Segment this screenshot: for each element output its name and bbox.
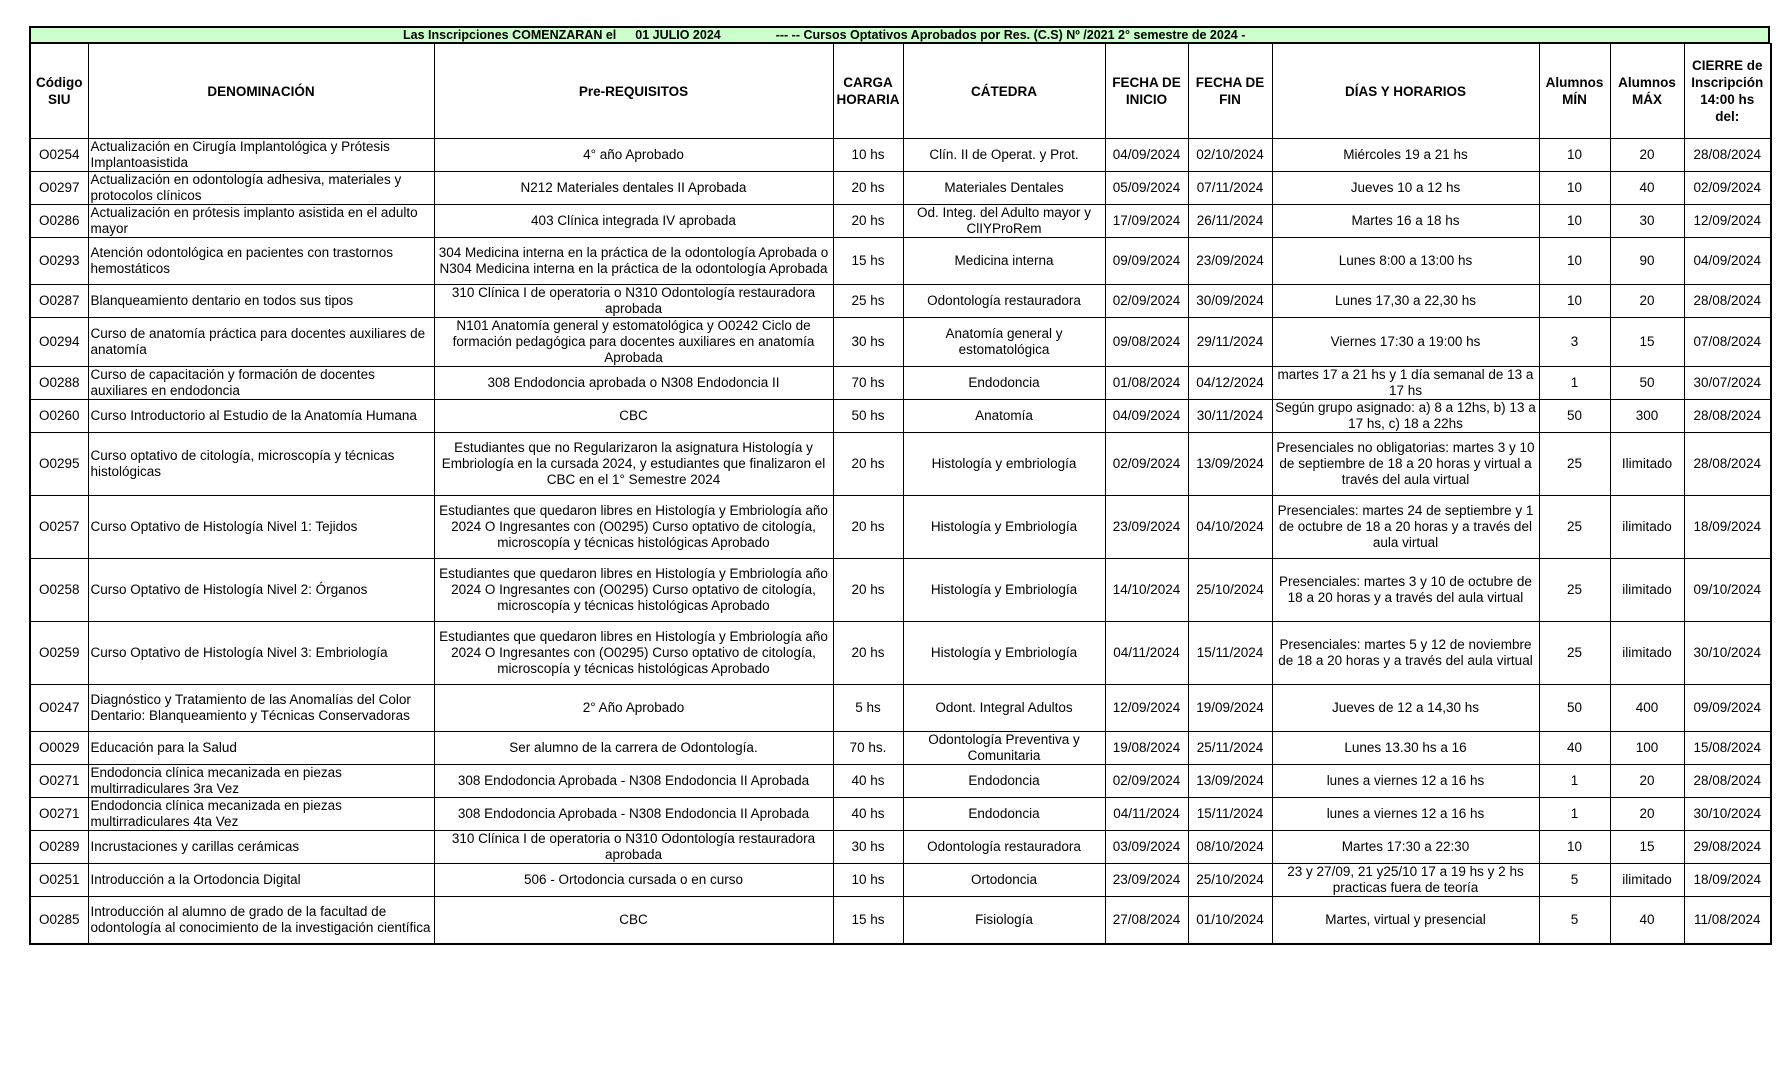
- courses-table: [29, 43, 1772, 945]
- cell-catedra: Materiales Dentales: [903, 172, 1105, 205]
- cell-max: 20: [1610, 798, 1684, 831]
- cell-max: 40: [1610, 897, 1684, 944]
- cell-prerequisitos: 308 Endodoncia aprobada o N308 Endodoncia II: [434, 367, 833, 400]
- table-row: [30, 367, 1771, 400]
- column-header-fin: FECHA DE FIN: [1188, 44, 1272, 139]
- cell-inicio: 27/08/2024: [1105, 897, 1188, 944]
- cell-min: 10: [1539, 139, 1610, 172]
- cell-carga: 10 hs: [833, 864, 903, 897]
- cell-horarios: Lunes 8:00 a 13:00 hs: [1272, 238, 1539, 285]
- cell-horarios: Lunes 13.30 hs a 16: [1272, 732, 1539, 765]
- cell-max: 15: [1610, 318, 1684, 367]
- cell-codigo: O0260: [30, 400, 88, 433]
- cell-carga: 20 hs: [833, 172, 903, 205]
- cell-catedra: Fisiología: [903, 897, 1105, 944]
- cell-inicio: 09/08/2024: [1105, 318, 1188, 367]
- cell-denominacion: Incrustaciones y carillas cerámicas: [88, 831, 434, 864]
- cell-catedra: Medicina interna: [903, 238, 1105, 285]
- cell-carga: 10 hs: [833, 139, 903, 172]
- cell-cierre: 28/08/2024: [1684, 433, 1771, 496]
- cell-codigo: O0271: [30, 765, 88, 798]
- cell-fin: 08/10/2024: [1188, 831, 1272, 864]
- cell-horarios: Según grupo asignado: a) 8 a 12hs, b) 13 a 17 hs, c) 18 a 22hs: [1272, 400, 1539, 433]
- cell-fin: 25/10/2024: [1188, 559, 1272, 622]
- cell-cierre: 02/09/2024: [1684, 172, 1771, 205]
- cell-max: 20: [1610, 139, 1684, 172]
- cell-min: 40: [1539, 732, 1610, 765]
- cell-min: 25: [1539, 622, 1610, 685]
- table-row: [30, 285, 1771, 318]
- cell-codigo: O0294: [30, 318, 88, 367]
- cell-cierre: 04/09/2024: [1684, 238, 1771, 285]
- table-row: [30, 205, 1771, 238]
- cell-codigo: O0286: [30, 205, 88, 238]
- cell-denominacion: Curso de anatomía práctica para docentes auxiliares de anatomía: [88, 318, 434, 367]
- column-header-inicio: FECHA DE INICIO: [1105, 44, 1188, 139]
- cell-min: 1: [1539, 367, 1610, 400]
- cell-prerequisitos: Ser alumno de la carrera de Odontología.: [434, 732, 833, 765]
- cell-fin: 19/09/2024: [1188, 685, 1272, 732]
- cell-catedra: Odont. Integral Adultos: [903, 685, 1105, 732]
- cell-horarios: Viernes 17:30 a 19:00 hs: [1272, 318, 1539, 367]
- column-header-horarios: DÍAS Y HORARIOS: [1272, 44, 1539, 139]
- enrollment-banner: [29, 26, 1770, 43]
- cell-fin: 26/11/2024: [1188, 205, 1272, 238]
- cell-inicio: 02/09/2024: [1105, 285, 1188, 318]
- cell-codigo: O0258: [30, 559, 88, 622]
- cell-denominacion: Educación para la Salud: [88, 732, 434, 765]
- cell-fin: 30/09/2024: [1188, 285, 1272, 318]
- cell-prerequisitos: Estudiantes que no Regularizaron la asignatura Histología y Embriología en la cursada 2024, y estudiantes que finalizaron el CBC en el 1° Semestre 2024: [434, 433, 833, 496]
- cell-codigo: O0259: [30, 622, 88, 685]
- cell-inicio: 04/09/2024: [1105, 400, 1188, 433]
- banner-resolution-text: --- -- Cursos Optativos Aprobados por Res. (C.S) Nº /2021 2° semestre de 2024 -: [775, 28, 1246, 42]
- cell-denominacion: Curso de capacitación y formación de docentes auxiliares en endodoncia: [88, 367, 434, 400]
- cell-prerequisitos: N101 Anatomía general y estomatológica y O0242 Ciclo de formación pedagógica para docentes auxiliares en anatomía Aprobada: [434, 318, 833, 367]
- cell-horarios: Lunes 17,30 a 22,30 hs: [1272, 285, 1539, 318]
- cell-inicio: 19/08/2024: [1105, 732, 1188, 765]
- cell-max: ilimitado: [1610, 496, 1684, 559]
- cell-min: 50: [1539, 400, 1610, 433]
- table-row: [30, 172, 1771, 205]
- cell-inicio: 17/09/2024: [1105, 205, 1188, 238]
- cell-cierre: 30/10/2024: [1684, 798, 1771, 831]
- table-row: [30, 732, 1771, 765]
- cell-denominacion: Diagnóstico y Tratamiento de las Anomalías del Color Dentario: Blanqueamiento y Técnicas Conservadoras: [88, 685, 434, 732]
- cell-carga: 20 hs: [833, 496, 903, 559]
- cell-cierre: 11/08/2024: [1684, 897, 1771, 944]
- column-header-carga: CARGA HORARIA: [833, 44, 903, 139]
- cell-prerequisitos: Estudiantes que quedaron libres en Histología y Embriología año 2024 O Ingresantes con (O0295) Curso optativo de citología, microscopía y técnicas histológicas Aprobado: [434, 496, 833, 559]
- cell-denominacion: Actualización en Cirugía Implantológica y Prótesis Implantoasistida: [88, 139, 434, 172]
- cell-max: 40: [1610, 172, 1684, 205]
- cell-carga: 20 hs: [833, 205, 903, 238]
- cell-horarios: Presenciales: martes 5 y 12 de noviembre de 18 a 20 horas y a través del aula virtual: [1272, 622, 1539, 685]
- cell-catedra: Endodoncia: [903, 367, 1105, 400]
- table-row: [30, 238, 1771, 285]
- cell-horarios: 23 y 27/09, 21 y25/10 17 a 19 hs y 2 hs practicas fuera de teoría: [1272, 864, 1539, 897]
- cell-codigo: O0285: [30, 897, 88, 944]
- table-row: [30, 897, 1771, 944]
- cell-carga: 40 hs: [833, 765, 903, 798]
- cell-inicio: 02/09/2024: [1105, 765, 1188, 798]
- cell-inicio: 09/09/2024: [1105, 238, 1188, 285]
- cell-fin: 15/11/2024: [1188, 622, 1272, 685]
- cell-cierre: 28/08/2024: [1684, 400, 1771, 433]
- cell-horarios: lunes a viernes 12 a 16 hs: [1272, 765, 1539, 798]
- cell-cierre: 28/08/2024: [1684, 285, 1771, 318]
- cell-inicio: 03/09/2024: [1105, 831, 1188, 864]
- cell-prerequisitos: 2° Año Aprobado: [434, 685, 833, 732]
- cell-prerequisitos: Estudiantes que quedaron libres en Histología y Embriología año 2024 O Ingresantes con (O0295) Curso optativo de citología, microscopía y técnicas histológicas Aprobado: [434, 559, 833, 622]
- cell-inicio: 04/11/2024: [1105, 622, 1188, 685]
- cell-max: Ilimitado: [1610, 433, 1684, 496]
- cell-min: 10: [1539, 831, 1610, 864]
- column-header-prerequisitos: Pre-REQUISITOS: [434, 44, 833, 139]
- cell-inicio: 02/09/2024: [1105, 433, 1188, 496]
- cell-horarios: Presenciales no obligatorias: martes 3 y 10 de septiembre de 18 a 20 horas y virtual a través del aula virtual: [1272, 433, 1539, 496]
- cell-horarios: Jueves 10 a 12 hs: [1272, 172, 1539, 205]
- column-header-min: Alumnos MÍN: [1539, 44, 1610, 139]
- cell-codigo: O0257: [30, 496, 88, 559]
- cell-inicio: 05/09/2024: [1105, 172, 1188, 205]
- cell-carga: 15 hs: [833, 897, 903, 944]
- cell-catedra: Odontología Preventiva y Comunitaria: [903, 732, 1105, 765]
- cell-fin: 07/11/2024: [1188, 172, 1272, 205]
- cell-fin: 25/11/2024: [1188, 732, 1272, 765]
- cell-codigo: O0288: [30, 367, 88, 400]
- cell-denominacion: Introducción al alumno de grado de la facultad de odontología al conocimiento de la investigación científica: [88, 897, 434, 944]
- cell-fin: 13/09/2024: [1188, 433, 1272, 496]
- table-row: [30, 318, 1771, 367]
- cell-denominacion: Actualización en prótesis implanto asistida en el adulto mayor: [88, 205, 434, 238]
- cell-inicio: 04/09/2024: [1105, 139, 1188, 172]
- cell-max: 50: [1610, 367, 1684, 400]
- cell-min: 3: [1539, 318, 1610, 367]
- cell-catedra: Ortodoncia: [903, 864, 1105, 897]
- table-row: [30, 798, 1771, 831]
- cell-carga: 30 hs: [833, 318, 903, 367]
- cell-fin: 29/11/2024: [1188, 318, 1272, 367]
- cell-inicio: 23/09/2024: [1105, 496, 1188, 559]
- cell-catedra: Histología y embriología: [903, 433, 1105, 496]
- cell-denominacion: Endodoncia clínica mecanizada en piezas multirradiculares 4ta Vez: [88, 798, 434, 831]
- cell-denominacion: Introducción a la Ortodoncia Digital: [88, 864, 434, 897]
- cell-carga: 25 hs: [833, 285, 903, 318]
- cell-min: 25: [1539, 496, 1610, 559]
- cell-carga: 5 hs: [833, 685, 903, 732]
- cell-cierre: 09/09/2024: [1684, 685, 1771, 732]
- table-row: [30, 765, 1771, 798]
- cell-carga: 70 hs.: [833, 732, 903, 765]
- cell-catedra: Histología y Embriología: [903, 622, 1105, 685]
- cell-prerequisitos: 4° año Aprobado: [434, 139, 833, 172]
- cell-carga: 50 hs: [833, 400, 903, 433]
- cell-catedra: Odontología restauradora: [903, 285, 1105, 318]
- cell-fin: 01/10/2024: [1188, 897, 1272, 944]
- cell-denominacion: Curso Introductorio al Estudio de la Anatomía Humana: [88, 400, 434, 433]
- cell-catedra: Endodoncia: [903, 798, 1105, 831]
- cell-fin: 23/09/2024: [1188, 238, 1272, 285]
- cell-prerequisitos: 310 Clínica I de operatoria o N310 Odontología restauradora aprobada: [434, 831, 833, 864]
- cell-carga: 15 hs: [833, 238, 903, 285]
- table-row: [30, 831, 1771, 864]
- cell-catedra: Endodoncia: [903, 765, 1105, 798]
- cell-min: 10: [1539, 285, 1610, 318]
- cell-horarios: Presenciales: martes 3 y 10 de octubre de 18 a 20 horas y a través del aula virtual: [1272, 559, 1539, 622]
- cell-cierre: 12/09/2024: [1684, 205, 1771, 238]
- cell-fin: 04/12/2024: [1188, 367, 1272, 400]
- cell-horarios: Martes 16 a 18 hs: [1272, 205, 1539, 238]
- cell-catedra: Histología y Embriología: [903, 496, 1105, 559]
- table-row: [30, 433, 1771, 496]
- cell-codigo: O0289: [30, 831, 88, 864]
- cell-horarios: Miércoles 19 a 21 hs: [1272, 139, 1539, 172]
- cell-max: 400: [1610, 685, 1684, 732]
- cell-carga: 70 hs: [833, 367, 903, 400]
- cell-min: 5: [1539, 897, 1610, 944]
- cell-prerequisitos: 506 - Ortodoncia cursada o en curso: [434, 864, 833, 897]
- cell-catedra: Histología y Embriología: [903, 559, 1105, 622]
- cell-codigo: O0287: [30, 285, 88, 318]
- cell-denominacion: Curso Optativo de Histología Nivel 3: Embriología: [88, 622, 434, 685]
- cell-inicio: 01/08/2024: [1105, 367, 1188, 400]
- cell-fin: 13/09/2024: [1188, 765, 1272, 798]
- cell-max: 90: [1610, 238, 1684, 285]
- column-header-max: Alumnos MÁX: [1610, 44, 1684, 139]
- cell-denominacion: Blanqueamiento dentario en todos sus tipos: [88, 285, 434, 318]
- cell-horarios: Jueves de 12 a 14,30 hs: [1272, 685, 1539, 732]
- cell-horarios: Martes, virtual y presencial: [1272, 897, 1539, 944]
- cell-max: 100: [1610, 732, 1684, 765]
- cell-catedra: Od. Integ. del Adulto mayor y ClIYProRem: [903, 205, 1105, 238]
- cell-cierre: 30/07/2024: [1684, 367, 1771, 400]
- cell-codigo: O0254: [30, 139, 88, 172]
- cell-denominacion: Atención odontológica en pacientes con trastornos hemostáticos: [88, 238, 434, 285]
- cell-denominacion: Curso optativo de citología, microscopía y técnicas histológicas: [88, 433, 434, 496]
- cell-min: 25: [1539, 433, 1610, 496]
- cell-denominacion: Actualización en odontología adhesiva, materiales y protocolos clínicos: [88, 172, 434, 205]
- cell-min: 5: [1539, 864, 1610, 897]
- cell-carga: 40 hs: [833, 798, 903, 831]
- table-row: [30, 400, 1771, 433]
- cell-carga: 30 hs: [833, 831, 903, 864]
- cell-prerequisitos: 308 Endodoncia Aprobada - N308 Endodoncia II Aprobada: [434, 765, 833, 798]
- cell-inicio: 23/09/2024: [1105, 864, 1188, 897]
- cell-cierre: 18/09/2024: [1684, 496, 1771, 559]
- cell-prerequisitos: 308 Endodoncia Aprobada - N308 Endodoncia II Aprobada: [434, 798, 833, 831]
- cell-denominacion: Curso Optativo de Histología Nivel 1: Tejidos: [88, 496, 434, 559]
- cell-cierre: 09/10/2024: [1684, 559, 1771, 622]
- cell-catedra: Anatomía: [903, 400, 1105, 433]
- cell-prerequisitos: 304 Medicina interna en la práctica de la odontología Aprobada o N304 Medicina interna en la práctica de la odontología Aprobada: [434, 238, 833, 285]
- cell-max: 15: [1610, 831, 1684, 864]
- cell-min: 1: [1539, 765, 1610, 798]
- cell-codigo: O0247: [30, 685, 88, 732]
- cell-horarios: Martes 17:30 a 22:30: [1272, 831, 1539, 864]
- table-header-row: [30, 44, 1771, 139]
- table-body: [30, 139, 1771, 944]
- cell-catedra: Odontología restauradora: [903, 831, 1105, 864]
- cell-horarios: martes 17 a 21 hs y 1 día semanal de 13 a 17 hs: [1272, 367, 1539, 400]
- banner-enrollment-text: Las Inscripciones COMENZARAN el: [403, 28, 617, 42]
- table-row: [30, 685, 1771, 732]
- cell-min: 50: [1539, 685, 1610, 732]
- cell-prerequisitos: N212 Materiales dentales II Aprobada: [434, 172, 833, 205]
- cell-prerequisitos: CBC: [434, 400, 833, 433]
- cell-codigo: O0293: [30, 238, 88, 285]
- cell-prerequisitos: 403 Clínica integrada IV aprobada: [434, 205, 833, 238]
- cell-prerequisitos: Estudiantes que quedaron libres en Histología y Embriología año 2024 O Ingresantes con (O0295) Curso optativo de citología, microscopía y técnicas histológicas Aprobado: [434, 622, 833, 685]
- cell-catedra: Anatomía general y estomatológica: [903, 318, 1105, 367]
- table-row: [30, 496, 1771, 559]
- cell-cierre: 28/08/2024: [1684, 765, 1771, 798]
- cell-max: 30: [1610, 205, 1684, 238]
- cell-fin: 04/10/2024: [1188, 496, 1272, 559]
- courses-sheet: [29, 26, 1770, 945]
- table-row: [30, 139, 1771, 172]
- cell-horarios: Presenciales: martes 24 de septiembre y 1 de octubre de 18 a 20 horas y a través del aula virtual: [1272, 496, 1539, 559]
- cell-fin: 02/10/2024: [1188, 139, 1272, 172]
- cell-codigo: O0271: [30, 798, 88, 831]
- cell-cierre: 07/08/2024: [1684, 318, 1771, 367]
- table-row: [30, 864, 1771, 897]
- cell-cierre: 18/09/2024: [1684, 864, 1771, 897]
- cell-max: ilimitado: [1610, 622, 1684, 685]
- cell-prerequisitos: CBC: [434, 897, 833, 944]
- cell-horarios: lunes a viernes 12 a 16 hs: [1272, 798, 1539, 831]
- cell-denominacion: Endodoncia clínica mecanizada en piezas multirradiculares 3ra Vez: [88, 765, 434, 798]
- cell-codigo: O0295: [30, 433, 88, 496]
- cell-codigo: O0297: [30, 172, 88, 205]
- cell-fin: 25/10/2024: [1188, 864, 1272, 897]
- cell-min: 10: [1539, 238, 1610, 285]
- cell-carga: 20 hs: [833, 433, 903, 496]
- cell-max: 20: [1610, 285, 1684, 318]
- cell-inicio: 14/10/2024: [1105, 559, 1188, 622]
- cell-inicio: 04/11/2024: [1105, 798, 1188, 831]
- cell-cierre: 15/08/2024: [1684, 732, 1771, 765]
- cell-inicio: 12/09/2024: [1105, 685, 1188, 732]
- cell-denominacion: Curso Optativo de Histología Nivel 2: Órganos: [88, 559, 434, 622]
- cell-min: 1: [1539, 798, 1610, 831]
- column-header-catedra: CÁTEDRA: [903, 44, 1105, 139]
- cell-max: 300: [1610, 400, 1684, 433]
- cell-carga: 20 hs: [833, 559, 903, 622]
- cell-codigo: O0251: [30, 864, 88, 897]
- cell-codigo: O0029: [30, 732, 88, 765]
- cell-cierre: 28/08/2024: [1684, 139, 1771, 172]
- cell-max: 20: [1610, 765, 1684, 798]
- cell-max: ilimitado: [1610, 864, 1684, 897]
- cell-max: ilimitado: [1610, 559, 1684, 622]
- cell-min: 10: [1539, 205, 1610, 238]
- cell-fin: 30/11/2024: [1188, 400, 1272, 433]
- column-header-codigo: Código SIU: [30, 44, 88, 139]
- table-row: [30, 559, 1771, 622]
- cell-catedra: Clín. II de Operat. y Prot.: [903, 139, 1105, 172]
- cell-cierre: 30/10/2024: [1684, 622, 1771, 685]
- cell-cierre: 29/08/2024: [1684, 831, 1771, 864]
- cell-fin: 15/11/2024: [1188, 798, 1272, 831]
- table-row: [30, 622, 1771, 685]
- cell-min: 10: [1539, 172, 1610, 205]
- banner-start-date: 01 JULIO 2024: [635, 28, 721, 42]
- cell-carga: 20 hs: [833, 622, 903, 685]
- column-header-denominacion: DENOMINACIÓN: [88, 44, 434, 139]
- cell-min: 25: [1539, 559, 1610, 622]
- cell-prerequisitos: 310 Clínica I de operatoria o N310 Odontología restauradora aprobada: [434, 285, 833, 318]
- column-header-cierre: CIERRE de Inscripción 14:00 hs del:: [1684, 44, 1771, 139]
